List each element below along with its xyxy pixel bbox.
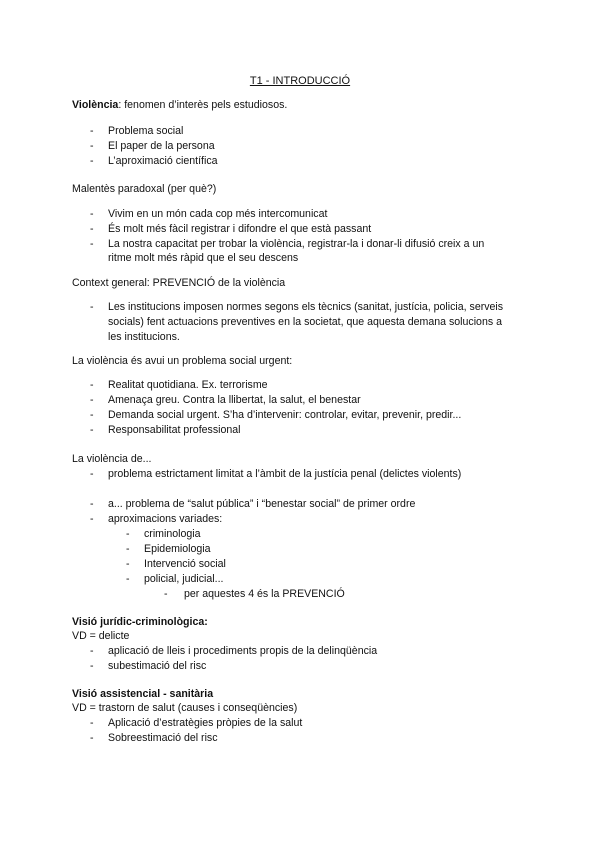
list-item: problema estrictament limitat a l’àmbit de la justícia penal (delictes violents) <box>108 468 462 480</box>
list-item: La nostra capacitat per trobar la violència, registrar-la i donar-li difusió creix a un <box>108 238 485 250</box>
bullet-dash: - <box>90 498 94 510</box>
bullet-dash: - <box>90 208 94 220</box>
bullet-dash: - <box>126 528 130 540</box>
list-item: a... problema de “salut pública” i “benestar social” de primer ordre <box>108 498 416 510</box>
bullet-dash: - <box>90 394 94 406</box>
violencia-definition: : fenomen d’interès pels estudiosos. <box>118 99 288 111</box>
bullet-dash: - <box>90 732 94 744</box>
list-item: Realitat quotidiana. Ex. terrorisme <box>108 379 268 391</box>
list-item: Problema social <box>108 125 184 137</box>
list-item: Vivim en un món cada cop més intercomunicat <box>108 208 328 220</box>
bullet-dash: - <box>126 573 130 585</box>
bullet-dash: - <box>126 543 130 555</box>
sub-list-item: policial, judicial... <box>144 573 224 585</box>
bullet-dash: - <box>90 301 94 313</box>
bullet-dash: - <box>90 660 94 672</box>
bullet-dash: - <box>164 588 168 600</box>
sub-sub-list-item: per aquestes 4 és la PREVENCIÓ <box>184 588 345 600</box>
bullet-dash: - <box>90 424 94 436</box>
violencia-term: Violència <box>72 99 119 111</box>
sub-list-item: Intervenció social <box>144 558 226 570</box>
assistencial-heading: Visió assistencial - sanitària <box>72 688 214 700</box>
bullet-dash: - <box>126 558 130 570</box>
urgent-heading: La violència és avui un problema social urgent: <box>72 355 293 367</box>
list-item: aplicació de lleis i procediments propis de la delinqüència <box>108 645 378 657</box>
context-line: les institucions. <box>108 331 180 343</box>
bullet-dash: - <box>90 513 94 525</box>
malentes-heading: Malentès paradoxal (per què?) <box>72 183 217 195</box>
list-item: Amenaça greu. Contra la llibertat, la salut, el benestar <box>108 394 361 406</box>
bullet-dash: - <box>90 125 94 137</box>
bullet-dash: - <box>90 468 94 480</box>
bullet-dash: - <box>90 717 94 729</box>
bullet-dash: - <box>90 409 94 421</box>
list-item: El paper de la persona <box>108 140 215 152</box>
list-item-continuation: ritme molt més ràpid que el seu descens <box>108 252 299 264</box>
list-item: L’aproximació científica <box>108 155 218 167</box>
bullet-dash: - <box>90 238 94 250</box>
context-heading: Context general: PREVENCIÓ de la violència <box>72 277 286 289</box>
sub-list-item: Epidemiologia <box>144 543 211 555</box>
bullet-dash: - <box>90 379 94 391</box>
context-line: Les institucions imposen normes segons els tècnics (sanitat, justícia, policia, serveis <box>108 301 504 313</box>
de-heading: La violència de... <box>72 453 152 465</box>
sub-list-item: criminologia <box>144 528 201 540</box>
bullet-dash: - <box>90 645 94 657</box>
bullet-dash: - <box>90 140 94 152</box>
list-item: Aplicació d’estratègies pròpies de la salut <box>108 717 303 729</box>
context-line: socials) fent actuacions preventives en la societat, que aquesta demana solucions a <box>108 316 502 328</box>
page-title: T1 - INTRODUCCIÓ <box>249 75 351 87</box>
juridic-vd: VD = delicte <box>72 630 130 642</box>
juridic-heading: Visió jurídic-criminològica: <box>72 616 208 628</box>
list-item: Responsabilitat professional <box>108 424 241 436</box>
list-item: aproximacions variades: <box>108 513 223 525</box>
violencia-line <box>72 98 287 112</box>
bullet-dash: - <box>90 155 94 167</box>
list-item: Sobreestimació del risc <box>108 732 218 744</box>
list-item: Demanda social urgent. S’ha d’intervenir: controlar, evitar, prevenir, predir... <box>108 409 462 421</box>
list-item: És molt més fàcil registrar i difondre el que està passant <box>108 223 372 235</box>
bullet-dash: - <box>90 223 94 235</box>
assistencial-vd: VD = trastorn de salut (causes i conseqüències) <box>72 702 298 714</box>
list-item: subestimació del risc <box>108 660 207 672</box>
